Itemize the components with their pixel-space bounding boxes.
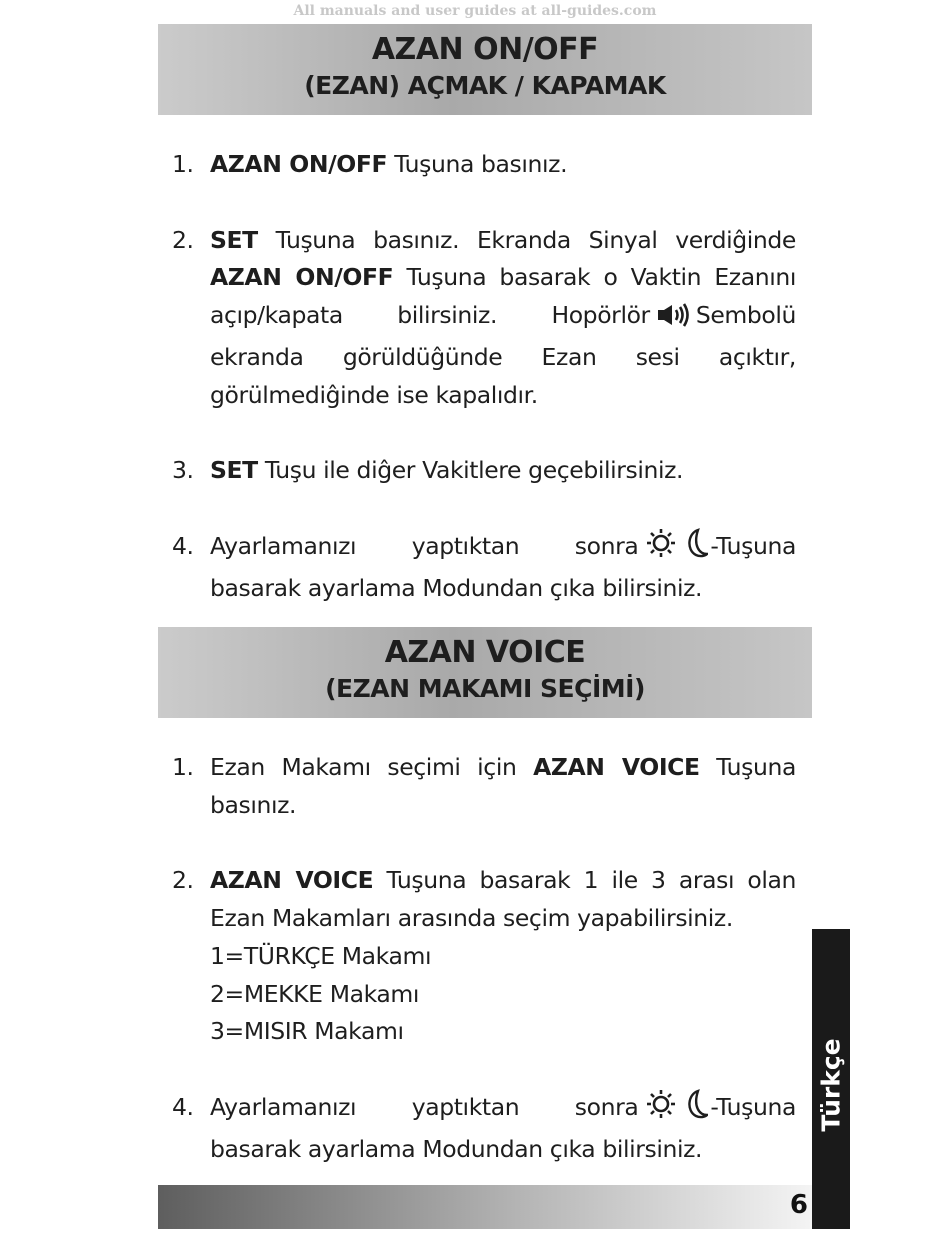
step-number: 4. — [172, 1092, 194, 1121]
list-item — [172, 146, 796, 184]
section-title: AZAN ON/OFF — [371, 32, 599, 67]
step-text: Tuşuna basınız. Ekranda Sinyal verdiĝinde — [257, 225, 796, 254]
section1-steps — [172, 146, 796, 607]
list-item — [172, 452, 796, 490]
section-header-azan-voice — [158, 627, 812, 718]
step-text: Tuşuna basarak o Vaktin Ezanını açıp/kapata bilirsiniz. Hopörlör — [210, 263, 796, 330]
step-text: Ayarlamanızı yaptıktan sonra — [210, 1092, 639, 1121]
section-subtitle: (EZAN MAKAMI SEÇİMİ) — [325, 674, 645, 703]
step-number: 1. — [172, 150, 194, 178]
step-text: Tuşuna basınız. — [387, 150, 568, 178]
list-item — [172, 1089, 796, 1168]
step-text: Tuşuna basarak 1 ile 3 arası olan Ezan Makamları arasında seçim yapabilirsiniz. — [210, 866, 796, 933]
sun-icon — [644, 528, 678, 570]
speaker-icon — [656, 301, 690, 339]
list-item — [172, 222, 796, 415]
list-item — [172, 749, 796, 824]
step-text: Sembolü ekranda görüldüĝünde Ezan sesi açıktır, görülmediĝinde ise kapalıdır. — [210, 301, 796, 409]
step-text: Tuşuna basınız. — [210, 753, 796, 819]
section-title: AZAN VOICE — [384, 635, 586, 670]
step-number: 2. — [172, 225, 194, 254]
key-name: SET — [210, 225, 258, 254]
section-header-azan-onoff — [158, 24, 812, 115]
moon-icon — [684, 528, 708, 570]
key-name: AZAN VOICE — [533, 753, 700, 781]
step-text: Tuşu ile diĝer Vakitlere geçebilirsiniz. — [257, 456, 684, 485]
key-name: AZAN ON/OFF — [210, 150, 388, 178]
section-subtitle: (EZAN) AÇMAK / KAPAMAK — [304, 71, 666, 100]
section2-steps — [172, 749, 796, 1168]
step-text: -Tuşuna basarak ayarlama Modundan çıka bilirsiniz. — [210, 531, 796, 602]
list-item — [172, 862, 796, 1051]
language-tab — [812, 929, 850, 1229]
key-name: AZAN ON/OFF — [210, 263, 394, 292]
step-number: 1. — [172, 753, 194, 781]
page-number: 6 — [789, 1190, 808, 1220]
option-line: 1=TÜRKÇE Makamı — [210, 941, 432, 970]
moon-icon — [684, 1089, 708, 1131]
language-tab-label: Türkçe — [816, 1038, 846, 1132]
step-text: -Tuşuna basarak ayarlama Modundan çıka bilirsiniz. — [210, 1092, 796, 1163]
step-number: 2. — [172, 866, 194, 895]
step-number: 3. — [172, 456, 194, 485]
step-number: 4. — [172, 531, 194, 560]
option-line: 2=MEKKE Makamı — [210, 979, 419, 1008]
footer-bar — [158, 1185, 812, 1229]
option-line: 3=MISIR Makamı — [210, 1017, 404, 1046]
key-name: AZAN VOICE — [210, 866, 374, 895]
step-text: Ayarlamanızı yaptıktan sonra — [210, 531, 639, 560]
key-name: SET — [210, 456, 258, 485]
sun-icon — [644, 1089, 678, 1131]
list-item — [172, 528, 796, 607]
watermark: All manuals and user guides at all-guides.com — [293, 3, 657, 19]
step-text: Ezan Makamı seçimi için — [210, 753, 534, 781]
